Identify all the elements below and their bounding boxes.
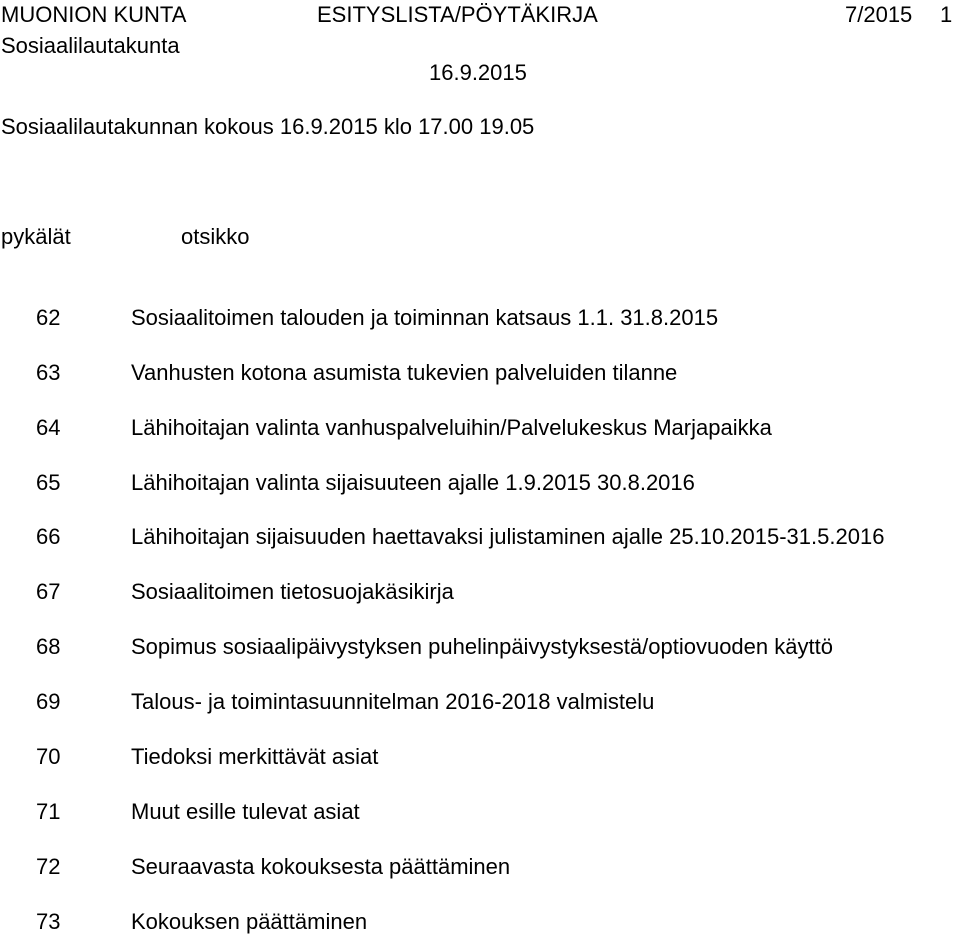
agenda-item-title: Seuraavasta kokouksesta päättäminen	[131, 854, 511, 879]
agenda-item-title: Kokouksen päättäminen	[131, 909, 368, 934]
agenda-item-number: 68	[36, 634, 61, 659]
agenda-item-title: Talous- ja toimintasuunnitelman 2016-2018 valmistelu	[131, 689, 655, 714]
agenda-item	[0, 854, 960, 880]
page-number: 1	[940, 2, 953, 27]
agenda-item-number: 72	[36, 854, 61, 879]
section-column-header: pykälät	[1, 224, 71, 249]
agenda-item-title: Lähihoitajan valinta sijaisuuteen ajalle 1.9.2015 30.8.2016	[131, 470, 695, 495]
agenda-item	[0, 305, 960, 331]
document-number: 7/2015	[845, 2, 913, 27]
agenda-item	[0, 579, 960, 605]
agenda-item-number: 65	[36, 470, 61, 495]
agenda-item-title: Lähihoitajan sijaisuuden haettavaksi julistaminen ajalle 25.10.2015-31.5.2016	[131, 524, 885, 549]
agenda-item-title: Sopimus sosiaalipäivystyksen puhelinpäivystyksestä/optiovuoden käyttö	[131, 634, 833, 659]
agenda-item-number: 66	[36, 524, 61, 549]
agenda-item	[0, 360, 960, 386]
meeting-title: Sosiaalilautakunnan kokous 16.9.2015 klo 17.00 19.05	[1, 114, 535, 139]
agenda-item	[0, 689, 960, 715]
agenda-item	[0, 744, 960, 770]
agenda-item	[0, 415, 960, 441]
agenda-item-number: 69	[36, 689, 61, 714]
agenda-item	[0, 909, 960, 935]
agenda-item	[0, 524, 960, 550]
title-column-header: otsikko	[181, 224, 250, 249]
agenda-item	[0, 634, 960, 660]
agenda-item	[0, 799, 960, 825]
municipality-name: MUONION KUNTA	[1, 2, 187, 27]
agenda-item-number: 64	[36, 415, 61, 440]
agenda-item-number: 70	[36, 744, 61, 769]
agenda-item-title: Lähihoitajan valinta vanhuspalveluihin/Palvelukeskus Marjapaikka	[131, 415, 772, 440]
agenda-item-number: 73	[36, 909, 61, 934]
agenda-item-number: 62	[36, 305, 61, 330]
agenda-item-number: 67	[36, 579, 61, 604]
agenda-item	[0, 470, 960, 496]
agenda-item-title: Sosiaalitoimen tietosuojakäsikirja	[131, 579, 454, 604]
meeting-date: 16.9.2015	[429, 60, 527, 85]
document-type: ESITYSLISTA/PÖYTÄKIRJA	[317, 2, 598, 27]
agenda-item-title: Vanhusten kotona asumista tukevien palveluiden tilanne	[131, 360, 678, 385]
agenda-item-number: 63	[36, 360, 61, 385]
agenda-item-number: 71	[36, 799, 61, 824]
agenda-item-title: Muut esille tulevat asiat	[131, 799, 360, 824]
board-name: Sosiaalilautakunta	[1, 33, 180, 58]
agenda-item-title: Sosiaalitoimen talouden ja toiminnan katsaus 1.1. 31.8.2015	[131, 305, 719, 330]
agenda-item-title: Tiedoksi merkittävät asiat	[131, 744, 379, 769]
